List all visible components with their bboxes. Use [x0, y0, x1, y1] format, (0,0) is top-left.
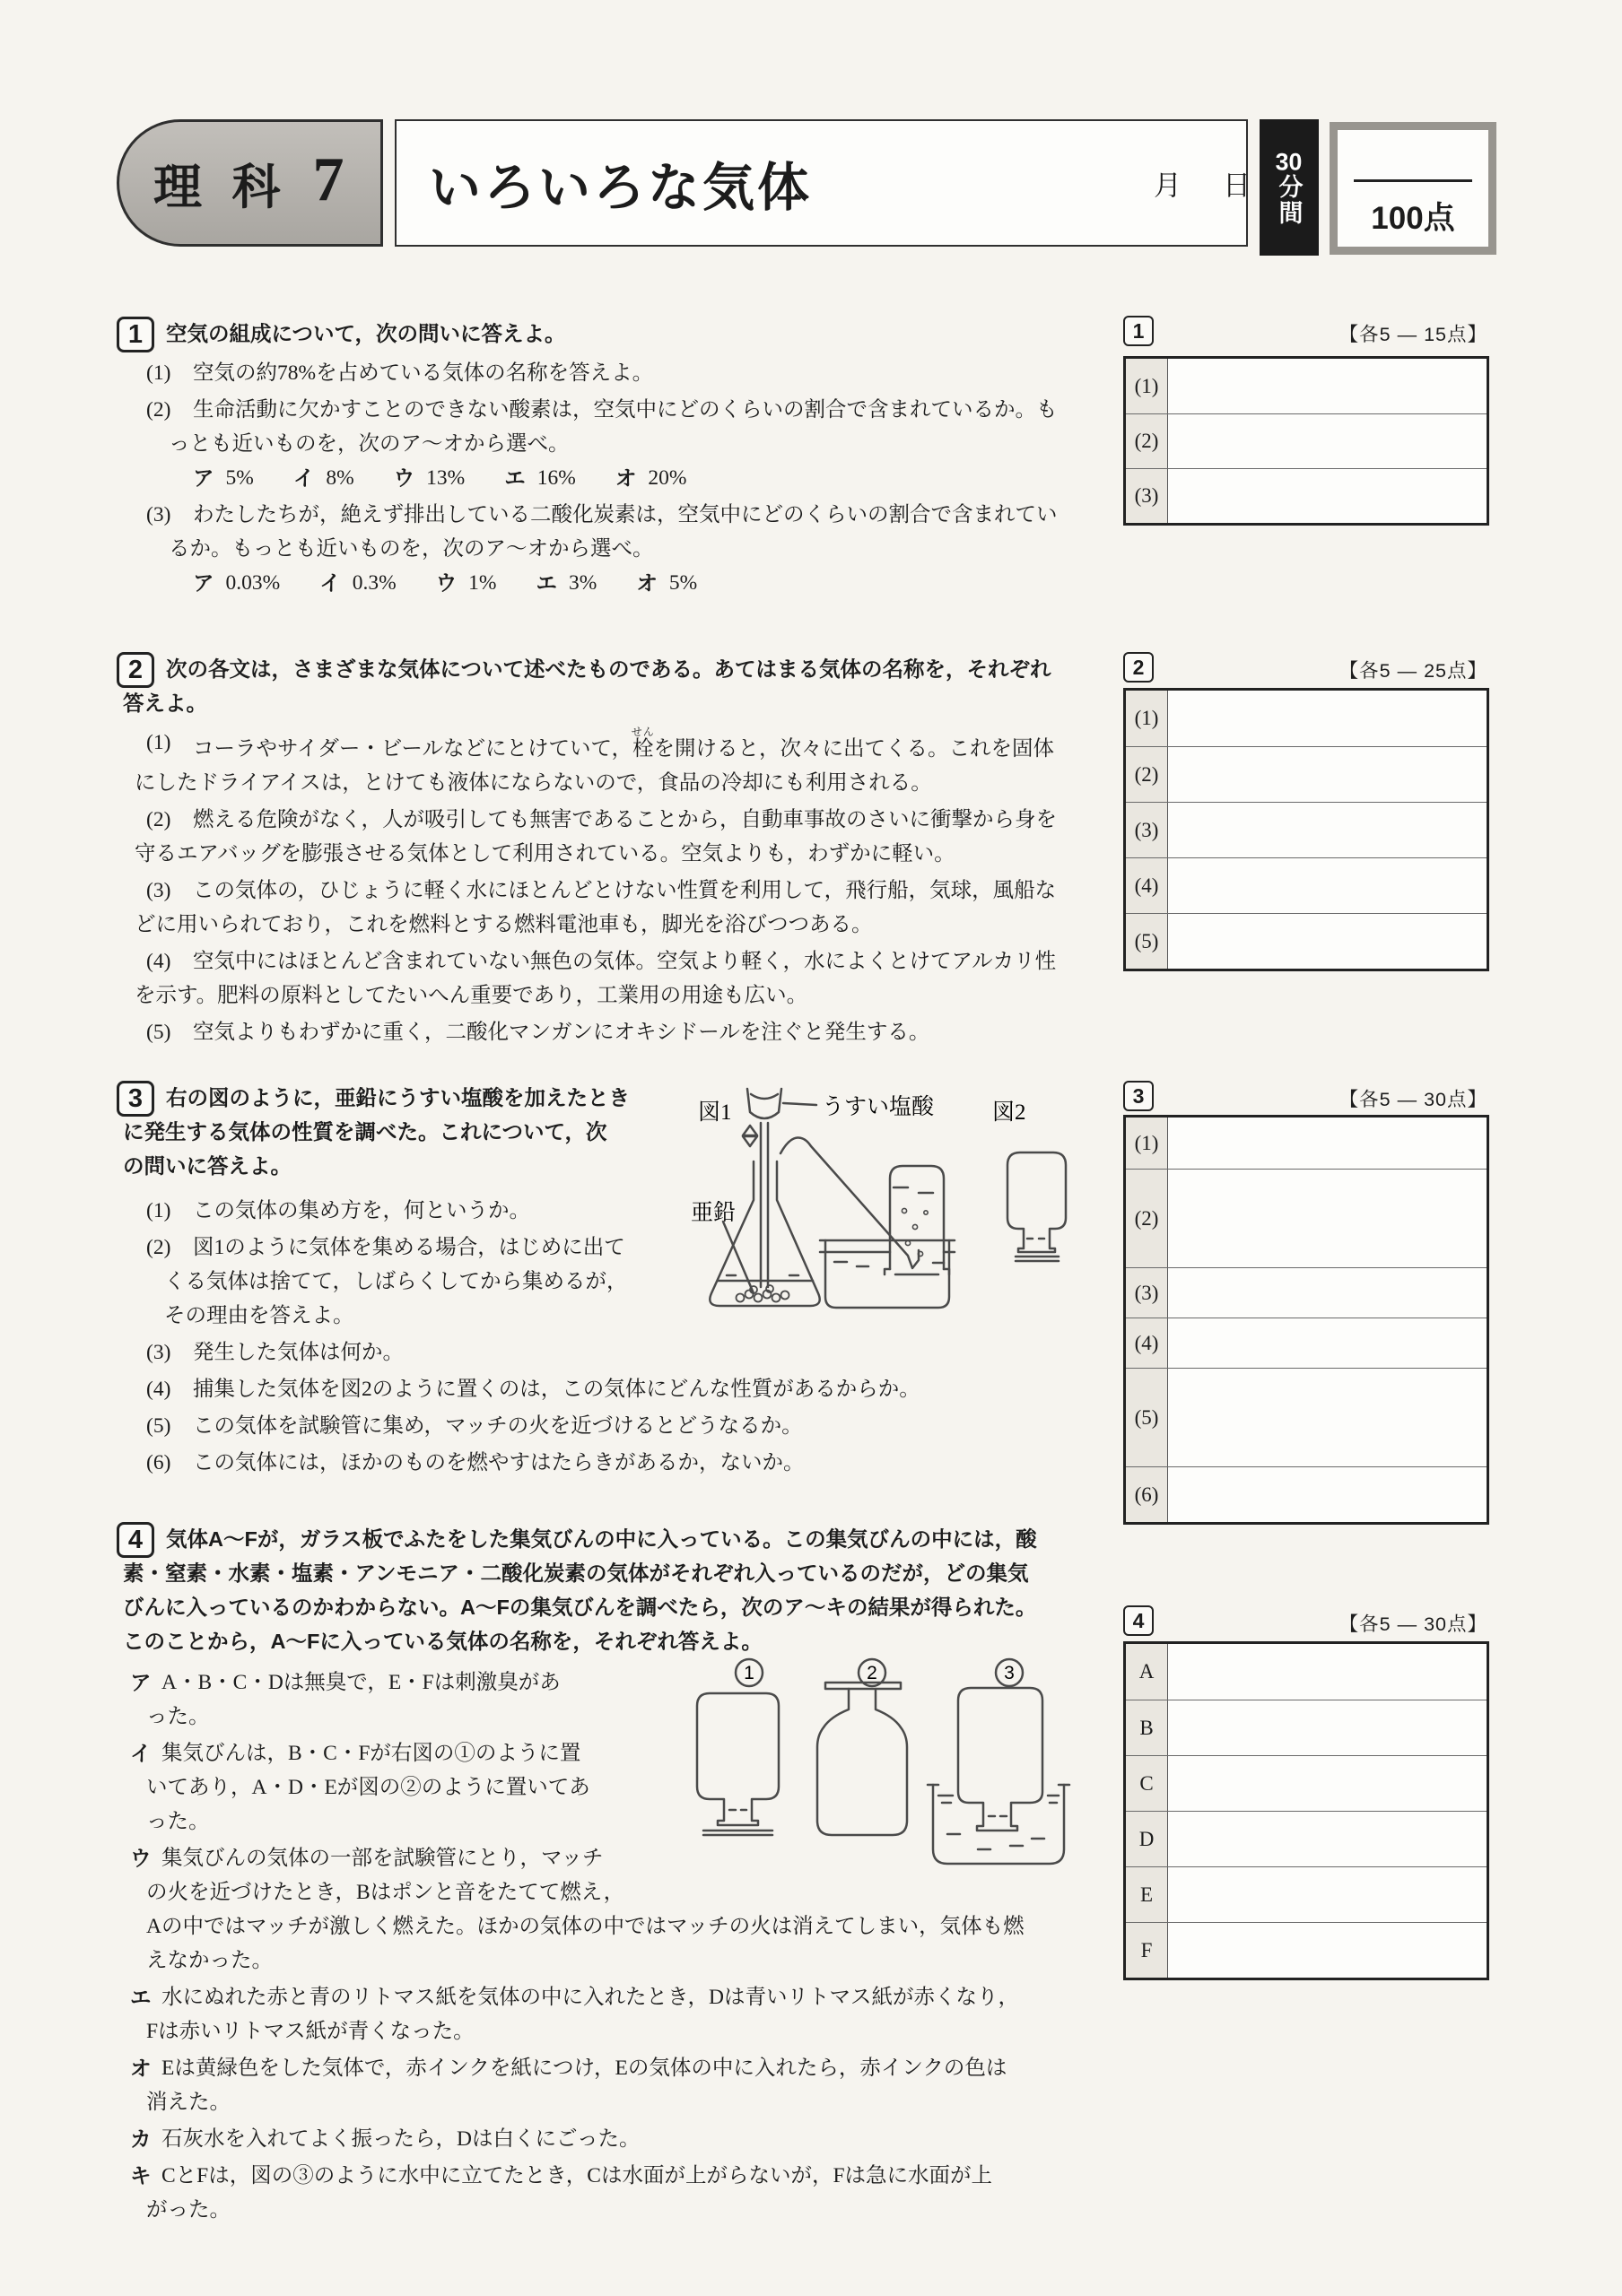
answer-cell-q1-3[interactable]: [1168, 469, 1487, 523]
score-note-3: 【各5 ― 30点】: [1339, 1089, 1487, 1110]
answer-cell-q3-5[interactable]: [1168, 1369, 1487, 1466]
answer-header-1: 1 【各5 ― 15点】: [1123, 316, 1489, 352]
score-total-label: 100点: [1371, 201, 1455, 236]
answer-cell-q4-c[interactable]: [1168, 1756, 1487, 1811]
fig1-label: 図1: [698, 1100, 732, 1125]
question-3-item-5: (5) この気体を試験管に集め，マッチの火を近づけるとどうなるか。: [146, 1414, 803, 1438]
q4-bottles-figure: [673, 1650, 1094, 1874]
bottle-1-label: 1: [744, 1663, 754, 1683]
fig2-label: 図2: [992, 1100, 1026, 1125]
question-4: 4 気体A～Fが，ガラス板でふたをした集気びんの中に入っている。この集気びんの中には，酸 素・窒素・水素・塩素・アンモニア・二酸化炭素の気体がそれぞれ入っているのだが，どの集気 びんに入っているのかわからない。A～Fの集気びんを調べたら，次のア～キの結果が得られた。 このことから，A～Fに入っている気体の名称を，それぞれ答えよ。 ア A・B・C・Dは無臭で，E・Fは刺激臭があ った。 イ 集気びんは，B・C・Fが右図の①のように置 いてあり，A・D・Eが図の②のように置いてあ った。 ウ 集気びんの気体の一部を試験管にとり，マッチ の火を近づけたとき，Bはポンと音をたてて燃え， Aの中ではマッチが激しく燃えた。ほかの気体の中ではマッチの火は消えてしまい，気体も燃 えなかった。 エ 水にぬれた赤と青のリトマス紙を気体の中に入れたとき，Dは青いリトマス紙が赤くなり， Fは赤いリトマス紙が青くなった。 オ Eは黄緑色をした気体で，赤インクを紙につけ，Eの気体の中に入れたら，赤インクの色は 消えた。 カ 石灰水を入れてよく振ったら，Dは白くにごった。 キ CとFは，図の③のように水中に立てたとき，Cは水面が上がらないが，Fは急に水面が上 がった。: [117, 1522, 1120, 2227]
answer-cell-q2-5[interactable]: [1168, 914, 1487, 969]
question-1-item-2: (2) 生命活動に欠かすことのできない酸素は，空気中にどのくらいの割合で含まれているか。も っとも近いものを，次のア～オから選べ。: [146, 398, 1058, 456]
question-2-item-3: (3) この気体の，ひじょうに軽く水にほとんどとけない性質を利用して，飛行船，気球，風船な どに用いられており，これを燃料とする燃料電池車も，脚光を浴びつつある。: [135, 879, 1057, 936]
answer-cell-q1-1[interactable]: [1168, 359, 1487, 413]
answer-cell-q1-2[interactable]: [1168, 414, 1487, 468]
question-4-number: 4: [117, 1522, 154, 1558]
title-box: [395, 119, 1251, 247]
answer-cell-q3-3[interactable]: [1168, 1268, 1487, 1318]
day-label: 日: [1223, 170, 1251, 202]
answer-table-2: (1) (2) (3) (4) (5): [1123, 688, 1489, 971]
question-4-result-ka: カ 石灰水を入れてよく振ったら，Dは白くにごった。: [130, 2127, 641, 2151]
answer-cell-q3-1[interactable]: [1168, 1118, 1487, 1169]
answer-header-2: 2 【各5 ― 25点】: [1123, 652, 1489, 688]
question-3-item-6: (6) この気体には，ほかのものを燃やすはたらきがあるか，ないか。: [146, 1451, 805, 1474]
question-3-item-2: (2) 図1のように気体を集める場合，はじめに出て くる気体は捨てて，しばらくしてから集めるが， その理由を答えよ。: [146, 1236, 628, 1327]
score-blank-line: [1354, 179, 1471, 182]
question-2-number: 2: [117, 652, 154, 688]
time-limit-text: 30分間: [1275, 149, 1303, 226]
question-4-result-ki: キ CとFは，図の③のように水中に立てたとき，Cは水面が上がらないが，Fは急に水面が上 がった。: [130, 2164, 993, 2222]
bottle-3-label: 3: [1004, 1663, 1015, 1683]
answer-cell-q2-4[interactable]: [1168, 858, 1487, 913]
question-4-result-e: エ 水にぬれた赤と青のリトマス紙を気体の中に入れたとき，Dは青いリトマス紙が赤くなり， Fは赤いリトマス紙が青くなった。: [130, 1986, 1020, 2043]
question-4-intro: 気体A～Fが，ガラス板でふたをした集気びんの中に入っている。この集気びんの中には，酸: [166, 1527, 1037, 1551]
question-2-item-4: (4) 空気中にはほとんど含まれていない無色の気体。空気より軽く，水によくとけてアルカリ性 を示す。肥料の原料としてたいへん重要であり，工業用の用途も広い。: [135, 950, 1057, 1007]
question-1-item-3: (3) わたしたちが，絶えず排出している二酸化炭素は，空気中にどのくらいの割合で含まれてい るか。もっとも近いものを，次のア～オから選べ。: [146, 503, 1058, 561]
page-title: いろいろな気体: [429, 159, 813, 217]
answer-header-3: 3 【各5 ― 30点】: [1123, 1081, 1489, 1117]
question-1-number: 1: [117, 317, 154, 352]
question-1-item-1: (1) 空気の約78%を占めている気体の名称を答えよ。: [146, 361, 654, 385]
answer-cell-q4-d[interactable]: [1168, 1812, 1487, 1866]
question-2-item-2: (2) 燃える危険がなく，人が吸引しても無害であることから，自動車事故のさいに衝撃から身を 守るエアバッグを膨張させる気体として利用されている。空気よりも，わずかに軽い。: [135, 808, 1058, 865]
answer-cell-q2-1[interactable]: [1168, 691, 1487, 746]
question-2: 2 次の各文は，さまざまな気体について述べたものである。あてはまる気体の名称を，それぞれ 答えよ。 (1) コーラやサイダー・ビールなどにとけていて，栓せんを開けると，次々に出てくる。これを固体 にしたドライアイスは，とけても液体にならないので，食品の冷却にも利用される。 (2) 燃える危険がなく，人が吸引しても無害であることから，自動車事故のさいに衝撃から身を 守るエアバッグを膨張させる気体として利用されている。空気よりも，わずかに軽い。 (3) この気体の，ひじょうに軽く水にほとんどとけない性質を利用して，飛行船，気球，風船な どに用いられており，これを燃料とする燃料電池車も，脚光を浴びつつある。 (4) 空気中にはほとんど含まれていない無色の気体。空気より軽く，水によくとけてアルカリ性 を示す。肥料の原料としてたいへん重要であり，工業用の用途も広い。 (5) 空気よりもわずかに重く，二酸化マンガンにオキシドールを注ぐと発生する。: [117, 652, 1120, 1049]
question-1-intro: 空気の組成について，次の問いに答えよ。: [166, 322, 566, 345]
answer-cell-q2-3[interactable]: [1168, 803, 1487, 857]
answer-header-4: 4 【各5 ― 30点】: [1123, 1605, 1489, 1641]
question-4-result-u: ウ 集気びんの気体の一部を試験管にとり，マッチ の火を近づけたとき，Bはポンと音をたてて燃え， Aの中ではマッチが激しく燃えた。ほかの気体の中ではマッチの火は消えてしまい，気体も燃 えなかった。: [130, 1847, 1025, 1972]
answer-cell-q4-e[interactable]: [1168, 1867, 1487, 1922]
month-label: 月: [1154, 170, 1182, 202]
dilute-hcl-label: うすい塩酸: [822, 1095, 935, 1119]
question-3-item-1: (1) この気体の集め方を，何というか。: [146, 1199, 530, 1222]
time-limit-box: [1260, 119, 1319, 256]
score-note-1: 【各5 ― 15点】: [1339, 324, 1487, 345]
zinc-label: 亜鉛: [691, 1201, 737, 1225]
answer-cell-q4-b[interactable]: [1168, 1700, 1487, 1755]
question-2-item-1: (1) コーラやサイダー・ビールなどにとけていて，栓せんを開けると，次々に出てくる。これを固体 にしたドライアイスは，とけても液体にならないので，食品の冷却にも利用される。: [135, 726, 1054, 795]
question-3: 3 右の図のように，亜鉛にうすい塩酸を加えたとき に発生する気体の性質を調べた。これについて，次 の問いに答えよ。 (1) この気体の集め方を，何というか。 (2) 図1のように気体を集める場合，はじめに出て くる気体は捨てて，しばらくしてから集めるが， その理由を答えよ。 (3) 発生した気体は何か。 (4) 捕集した気体を図2のように置くのは，この気体にどんな性質があるからか。 (5) この気体を試験管に集め，マッチの火を近づけるとどうなるか。 (6) この気体には，ほかのものを燃やすはたらきがあるか，ないか。: [117, 1081, 1120, 1480]
answer-cell-q3-4[interactable]: [1168, 1318, 1487, 1368]
question-4-result-o: オ Eは黄緑色をした気体で，赤インクを紙につけ，Eの気体の中に入れたら，赤インクの色は 消えた。: [130, 2057, 1007, 2114]
question-4-result-i: イ 集気びんは，B・C・Fが右図の①のように置 いてあり，A・D・Eが図の②のように置いてあ った。: [130, 1742, 590, 1833]
question-1: [117, 317, 1120, 600]
question-2-item-5: (5) 空気よりもわずかに重く，二酸化マンガンにオキシドールを注ぐと発生する。: [146, 1021, 930, 1044]
answer-table-3: (1) (2) (3) (4) (5) (6): [1123, 1115, 1489, 1525]
subject-tab: [117, 119, 383, 247]
question-3-intro: 右の図のように，亜鉛にうすい塩酸を加えたとき: [166, 1086, 630, 1109]
answer-cell-q3-6[interactable]: [1168, 1467, 1487, 1522]
q3-apparatus-figure: [664, 1076, 1117, 1489]
question-2-intro: 次の各文は，さまざまな気体について述べたものである。あてはまる気体の名称を，それぞれ: [166, 657, 1051, 681]
question-1-item-3-options: ア 0.03% イ 0.3% ウ 1% エ 3% オ 5%: [193, 571, 698, 595]
question-3-number: 3: [117, 1081, 154, 1117]
question-3-item-3: (3) 発生した気体は何か。: [146, 1341, 404, 1364]
answer-cell-q4-a[interactable]: [1168, 1644, 1487, 1700]
score-note-2: 【各5 ― 25点】: [1339, 660, 1487, 682]
question-1-item-2-options: ア 5% イ 8% ウ 13% エ 16% オ 20%: [193, 466, 687, 490]
answer-table-1: (1) (2) (3): [1123, 356, 1489, 526]
question-4-result-a: ア A・B・C・Dは無臭で，E・Fは刺激臭があ った。: [130, 1671, 561, 1728]
answer-cell-q4-f[interactable]: [1168, 1923, 1487, 1978]
subject-name: 理 科: [153, 160, 290, 214]
worksheet-number: 7: [312, 145, 344, 214]
answer-table-4: A B C D E F: [1123, 1641, 1489, 1980]
question-3-item-4: (4) 捕集した気体を図2のように置くのは，この気体にどんな性質があるからか。: [146, 1378, 920, 1401]
bottle-2-label: 2: [867, 1663, 877, 1683]
answer-cell-q2-2[interactable]: [1168, 747, 1487, 802]
answer-cell-q3-2[interactable]: [1168, 1170, 1487, 1267]
score-note-4: 【各5 ― 30点】: [1339, 1613, 1487, 1635]
score-box: [1330, 122, 1496, 255]
